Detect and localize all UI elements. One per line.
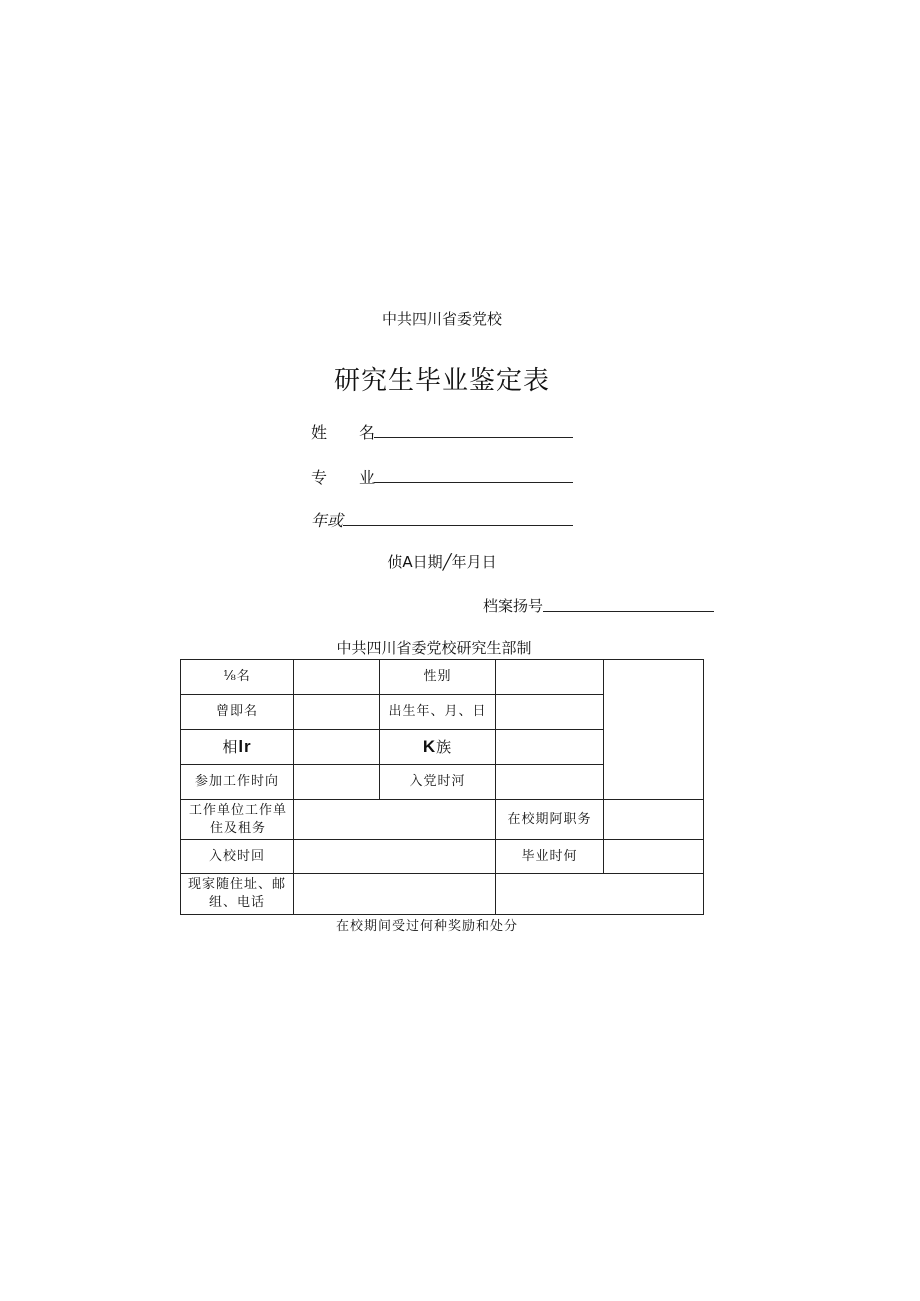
address-value[interactable] <box>294 874 496 915</box>
workplace-label: 工作单位工作单住及租务 <box>181 800 294 840</box>
ethnicity-label-part2: 族 <box>436 738 453 756</box>
birthdate-value[interactable] <box>496 695 604 730</box>
enroll-time-label: 入校时回 <box>181 840 294 874</box>
institution-name: 中共四川省委党校 <box>381 310 502 328</box>
former-name-value[interactable] <box>294 695 380 730</box>
major-input-line[interactable] <box>374 482 573 483</box>
gender-cell-label: 性别 <box>380 660 496 695</box>
enroll-time-value[interactable] <box>294 840 496 874</box>
ethnicity-label <box>380 730 496 765</box>
gender-cell-value[interactable] <box>496 660 604 695</box>
grade-input-line[interactable] <box>343 525 573 526</box>
graduation-time-label: 毕业时何 <box>496 840 604 874</box>
work-start-value[interactable] <box>294 765 380 800</box>
form-title: 研究生毕业鉴定表 <box>333 366 550 396</box>
ethnicity-value[interactable] <box>496 730 604 765</box>
fill-date: 侦A日期╱年月日 <box>387 553 497 571</box>
photo-cell[interactable] <box>604 660 704 800</box>
personal-info-table <box>180 659 704 915</box>
former-name-label: 曾即名 <box>181 695 294 730</box>
address-extra[interactable] <box>496 874 704 915</box>
archive-number-input-line[interactable] <box>543 611 714 612</box>
table-row <box>181 874 704 915</box>
work-start-label: 参加工作时向 <box>181 765 294 800</box>
graduation-time-value[interactable] <box>604 840 704 874</box>
grade-label: 年或 <box>311 511 344 530</box>
name-cell-value[interactable] <box>294 660 380 695</box>
name-label: 姓 名 <box>311 423 376 442</box>
party-join-value[interactable] <box>496 765 604 800</box>
table-row <box>181 660 704 695</box>
name-input-line[interactable] <box>374 437 573 438</box>
name-cell-label: ⅛名 <box>181 660 294 695</box>
form-maker: 中共四川省委党校研究生部制 <box>336 639 532 657</box>
native-place-value[interactable] <box>294 730 380 765</box>
birthdate-label: 出生年、月、日 <box>380 695 496 730</box>
awards-caption: 在校期间受过何种奖励和处分 <box>335 919 518 934</box>
workplace-value[interactable] <box>294 800 496 840</box>
native-place-label-part2: lr <box>238 736 252 756</box>
school-position-value[interactable] <box>604 800 704 840</box>
party-join-label: 入党时河 <box>380 765 496 800</box>
table-row <box>181 800 704 840</box>
address-label: 现家随住址、邮组、电话 <box>181 874 294 915</box>
table-row <box>181 840 704 874</box>
ethnicity-label-part1: K <box>422 736 437 756</box>
archive-number-label: 档案扬号 <box>483 597 544 615</box>
native-place-label <box>181 730 294 765</box>
major-label: 专 业 <box>311 468 376 487</box>
native-place-label-part1: 相 <box>222 738 239 756</box>
school-position-label: 在校期阿职务 <box>496 800 604 840</box>
